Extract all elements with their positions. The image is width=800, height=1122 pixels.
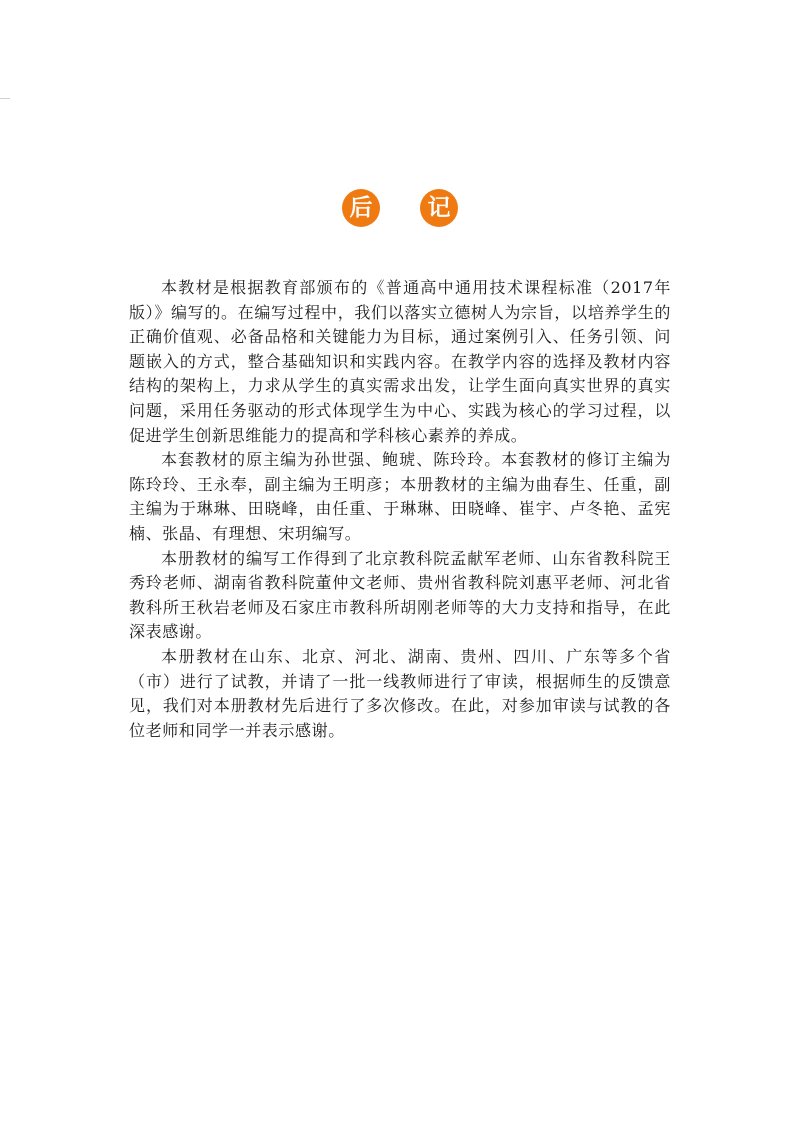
paragraph-2: 本套教材的原主编为孙世强、鲍琥、陈玲玲。本套教材的修订主编为陈玲玲、王永奉，副主编为王明彦；本册教材的主编为曲春生、任重，副主编为于琳琳、田晓峰，由任重、于琳琳、田晓峰、崔宇、卢冬艳、孟宪楠、张晶、有理想、宋玥编写。 xyxy=(129,450,671,543)
paragraph-3: 本册教材的编写工作得到了北京教科院孟献军老师、山东省教科院王秀玲老师、湖南省教科院董仲文老师、贵州省教科院刘惠平老师、河北省教科所王秋岩老师及石家庄市教科所胡刚老师等的大力支持和指导，在此深表感谢。 xyxy=(129,548,671,642)
page-title xyxy=(0,188,800,228)
paragraph-4: 本册教材在山东、北京、河北、湖南、贵州、四川、广东等多个省（市）进行了试教，并请了一批一线教师进行了审读，根据师生的反馈意见，我们对本册教材先后进行了多次修改。在此，对参加审读与试教的各位老师和同学一并表示感谢。 xyxy=(129,646,671,740)
page-edge-mark xyxy=(0,98,10,99)
paragraph-1: 本教材是根据教育部颁布的《普通高中通用技术课程标准（2017年版）》编写的。在编写过程中，我们以落实立德树人为宗旨，以培养学生的正确价值观、必备品格和关键能力为目标，通过案例引入、任务引领、问题嵌入的方式，整合基础知识和实践内容。在教学内容的选择及教材内容结构的架构上，力求从学生的真实需求出发，让学生面向真实世界的真实问题，采用任务驱动的形式体现学生为中心、实践为核心的学习过程，以促进学生创新思维能力的提高和学科核心素养的养成。 xyxy=(129,278,671,445)
title-badge-second: 记 xyxy=(420,189,458,227)
title-badge-first: 后 xyxy=(342,189,380,227)
afterword-body xyxy=(129,276,671,743)
